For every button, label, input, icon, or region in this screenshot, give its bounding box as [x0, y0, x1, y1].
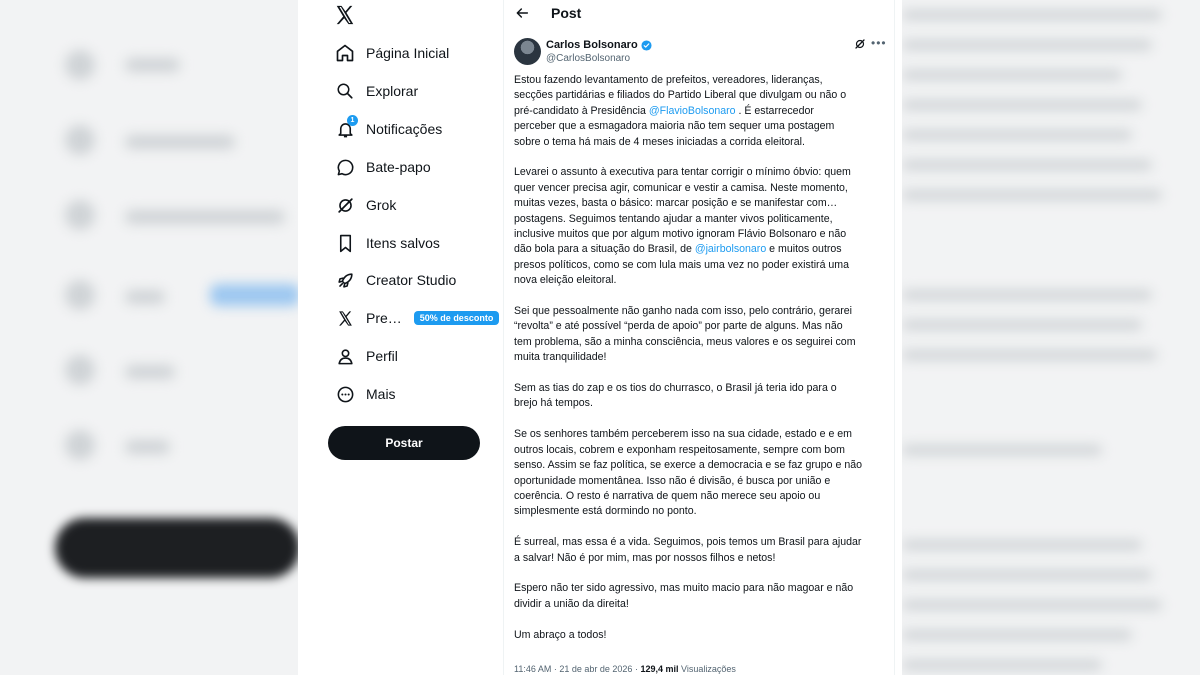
- tweet-text-segment: É surreal, mas essa é a vida. Seguimos, pois temos um Brasil para ajudar a salvar! Não é por mim, mas por nossos filhos e netos!: [514, 536, 862, 564]
- person-icon: [334, 345, 356, 367]
- search-icon: [334, 80, 356, 102]
- home-icon: [334, 42, 356, 64]
- bell-icon: [334, 118, 356, 140]
- sidebar-item-profile[interactable]: [334, 342, 398, 370]
- tweet-text-segment: Sem as tias do zap e os tios do churrasco, o Brasil já teria ido para o brejo há tempos.: [514, 382, 837, 410]
- sidebar-item-label: Creator Studio: [366, 272, 457, 288]
- tweet-paragraph: [514, 427, 886, 519]
- post-header: [504, 0, 894, 28]
- back-arrow-icon[interactable]: [514, 5, 530, 21]
- tweet-paragraph: [514, 381, 886, 412]
- tweet-text-segment: Sei que pessoalmente não ganho nada com isso, pelo contrário, gerarei “revolta” e até possível “perda de apoio” por parte de alguns. Mas não tem problema, são a minha consciência, meus valores e os seguirei com muita tranquilidade!: [514, 305, 856, 364]
- sidebar-item-label: Pre…: [366, 310, 402, 326]
- bookmark-icon: [334, 232, 356, 254]
- sidebar-item-label: Perfil: [366, 348, 398, 364]
- x-logo-icon: [334, 307, 356, 329]
- page-title: Post: [551, 5, 582, 21]
- sidebar-item-label: Bate-papo: [366, 159, 431, 175]
- tweet-text-segment: . É estarrecedor perceber que a esmagadora maioria não tem sequer uma postagem sobre o tema há mais de 4 meses iniciadas a corrida eleitoral.: [514, 104, 835, 148]
- views-count: 129,4 mil: [640, 664, 679, 674]
- verified-badge-icon: [641, 40, 652, 51]
- tweet-paragraph: [514, 535, 886, 566]
- author-name[interactable]: [546, 39, 652, 51]
- tweet-paragraph: [514, 73, 886, 150]
- tweet-paragraph: [514, 628, 886, 643]
- tweet-text-segment: Estou fazendo levantamento de prefeitos, vereadores, lideranças, secções partidárias e filiados do Partido Liberal que divulgam ou não o pré-candidato à Presidência: [514, 74, 847, 117]
- grok-icon: [334, 194, 356, 216]
- sidebar-item-chat[interactable]: [334, 153, 431, 181]
- post-detail-column: [503, 0, 895, 675]
- author-name-text: Carlos Bolsonaro: [546, 39, 638, 51]
- sidebar-item-grok[interactable]: [334, 191, 396, 219]
- sidebar-item-more[interactable]: [334, 380, 396, 408]
- tweet-text-segment: e muitos outros presos políticos, como se com lula mais uma vez no poder existirá uma nova eleição eleitoral.: [514, 243, 850, 287]
- sidebar-item-notifications[interactable]: [334, 115, 442, 143]
- post-button[interactable]: Postar: [328, 426, 480, 460]
- grok-icon[interactable]: [854, 38, 866, 50]
- tweet-paragraph: [514, 165, 886, 288]
- sidebar-item-label: Itens salvos: [366, 235, 440, 251]
- sidebar-item-creator-studio[interactable]: [334, 266, 456, 294]
- mention-link[interactable]: @jairbolsonaro: [694, 243, 767, 256]
- sidebar-item-label: Página Inicial: [366, 45, 450, 61]
- sidebar-item-premium[interactable]: [334, 304, 499, 332]
- more-circle-icon: [334, 383, 356, 405]
- tweet-date[interactable]: 21 de abr de 2026: [559, 664, 633, 674]
- notification-count-badge: 1: [347, 115, 358, 126]
- sidebar-item-label: Mais: [366, 386, 396, 402]
- author-handle[interactable]: @CarlosBolsonaro: [546, 53, 631, 64]
- tweet-text-segment: Levarei o assunto à executiva para tentar corrigir o mínimo óbvio: quem quer vencer precisa agir, comunicar e vestir a camisa. Neste momento, muitas vezes, basta o básico: marcar posição e se manifestar com… postagens. Seguimos tentando ajudar a manter vivos politicamente, inclusive muitos que por algum motivo ignoram Flávio Bolsonaro e não dão bola para a situação do Brasil, de: [514, 166, 851, 256]
- blurred-background-left: [0, 0, 298, 675]
- tweet-meta: 11:46 AM · 21 de abr de 2026 · 129,4 mil Visualizações: [514, 664, 736, 674]
- sidebar-item-bookmarks[interactable]: [334, 229, 440, 257]
- chat-bubble-icon: [334, 156, 356, 178]
- tweet-time[interactable]: 11:46 AM: [514, 664, 552, 674]
- sidebar-item-home[interactable]: [334, 39, 449, 67]
- discount-badge: 50% de desconto: [414, 311, 500, 325]
- sidebar-item-label: Explorar: [366, 83, 419, 99]
- tweet-text-segment: Espero não ter sido agressivo, mas muito macio para não magoar e não dividir a união da direita!: [514, 582, 854, 610]
- x-logo-icon[interactable]: [334, 4, 356, 26]
- sidebar-item-label: Grok: [366, 197, 397, 213]
- mention-link[interactable]: @FlavioBolsonaro: [648, 104, 736, 117]
- sidebar-item-label: Notificações: [366, 121, 443, 137]
- views-label: Visualizações: [680, 664, 736, 674]
- rocket-icon: [334, 269, 356, 291]
- blurred-background-right: [902, 0, 1200, 675]
- avatar[interactable]: [514, 38, 541, 65]
- tweet-text: [514, 73, 886, 658]
- sidebar-item-explore[interactable]: [334, 77, 418, 105]
- tweet-paragraph: [514, 581, 886, 612]
- tweet-text-segment: Um abraço a todos!: [514, 628, 607, 641]
- tweet-paragraph: [514, 304, 886, 366]
- more-options-icon[interactable]: •••: [871, 36, 887, 50]
- tweet-text-segment: Se os senhores também perceberem isso na sua cidade, estado e e em outros locais, cobrem e exponham respeitosamente, sempre com bom senso. Assim se faz política, se exerce a democracia e se faz grupo e não oportunidade momentânea. Isso não é divisão, é busca por união e coerência. O resto é narrativa de quem não merece seu apoio ou simplesmente está dormindo no ponto.: [514, 428, 863, 518]
